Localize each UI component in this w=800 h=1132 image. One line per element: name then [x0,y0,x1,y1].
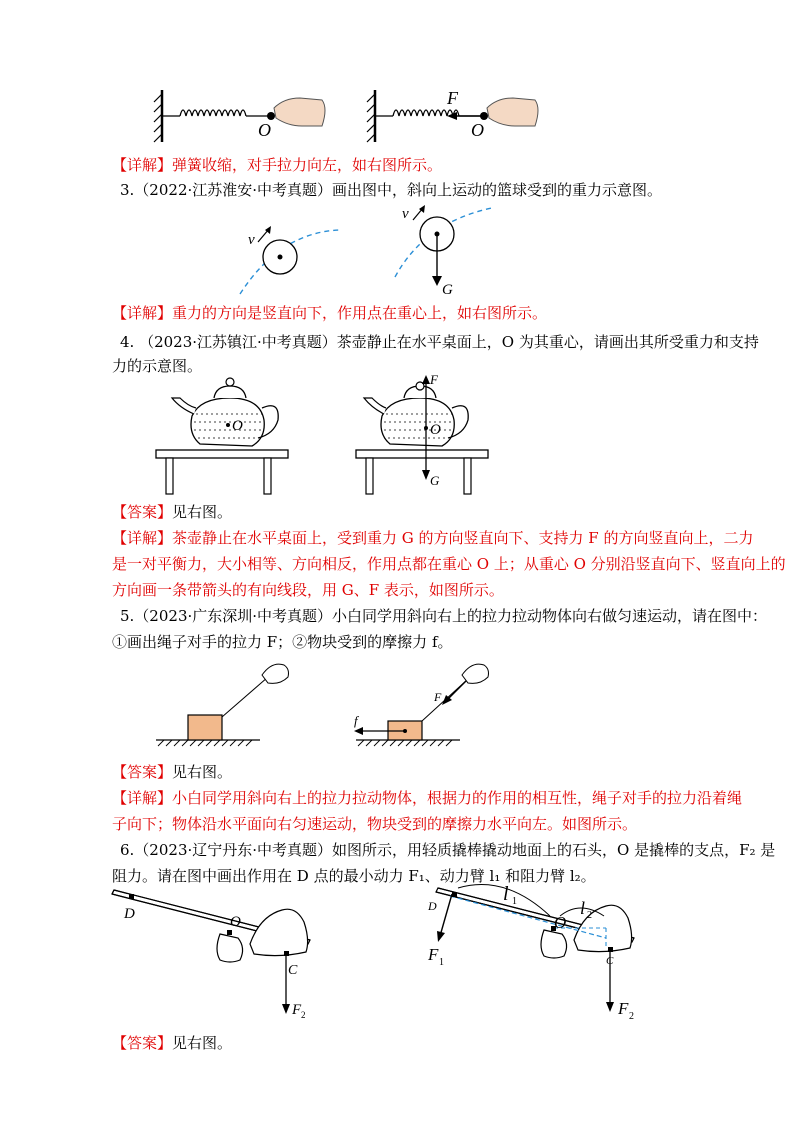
q2-detail [112,155,442,175]
q4-answer [112,502,232,522]
detail-tag: 【详解】 [112,529,173,547]
label-F: F [430,372,438,387]
label-F2-sub: 2 [629,1011,634,1022]
q6-stem-line1: 6.（2023·辽宁丹东·中考真题）如图所示，用轻质撬棒撬动地面上的石头，O 是撬棒的支点，F₂ 是 [120,841,776,859]
q4-detail-line3: 方向画一条带箭头的有向线段，用 G、F 表示，如图所示。 [112,581,504,599]
spring-figure-left [154,90,325,142]
label-O: O [554,913,567,932]
q3-detail [112,303,547,323]
answer-tag: 【答案】 [112,763,173,781]
q4-detail-line1 [112,528,753,548]
label-F2-sub: 2 [301,1010,306,1020]
label-f: f [354,713,358,728]
q6-answer [112,1033,232,1053]
detail-text: 弹簧收缩，对手拉力向左，如右图所示。 [172,156,443,174]
q4-stem-line1: 4. （2023·江苏镇江·中考真题）茶壶静止在水平桌面上，O 为其重心，请画出其所受重力和支持 [120,333,759,351]
basketball-figures [230,202,570,302]
label-D: D [124,906,135,922]
label-O-left: O [258,120,271,140]
answer-text: 见右图。 [172,1034,233,1052]
label-D: D [428,899,437,913]
detail-text: 茶壶静止在水平桌面上，受到重力 G 的方向竖直向下、支持力 F 的方向竖直向上，二力 [172,529,754,547]
q6-stem-line2: 阻力。请在图中画出作用在 D 点的最小动力 F₁、动力臂 l₁ 和阻力臂 l₂。 [112,867,596,885]
label-G: G [430,473,440,488]
label-F: F [447,88,458,108]
detail-tag: 【详解】 [112,156,173,174]
label-C: C [606,955,614,967]
teapot-right [356,372,488,494]
detail-text: 小白同学用斜向右上的拉力拉动物体，根据力的作用的相互性，绳子对手的拉力沿着绳 [172,789,743,807]
label-G: G [442,282,453,298]
basketball-right [395,205,492,298]
teapot-left [156,378,288,494]
teapot-figures [150,372,490,498]
q4-detail-line2: 是一对平衡力，大小相等、方向相反，作用点都在重心 O 上；从重心 O 分别沿竖直向下、竖直向上的 [112,555,786,573]
label-l1: l [503,883,509,905]
label-F1: F [428,945,439,964]
label-O-right: O [471,120,484,140]
label-O: O [230,914,241,930]
q5-stem-line1: 5.（2023·广东深圳·中考真题）小白同学用斜向右上的拉力拉动物体向右做匀速运动，请在图中： [120,607,768,625]
label-O-left: O [232,418,243,434]
block-left [156,664,289,746]
detail-tag: 【详解】 [112,304,173,322]
answer-text: 见右图。 [172,763,233,781]
block-right [354,664,489,746]
detail-tag: 【详解】 [112,789,173,807]
label-C: C [288,963,298,978]
q3-stem: 3.（2022·江苏淮安·中考真题）画出图中，斜向上运动的篮球受到的重力示意图。 [120,181,663,199]
q5-answer [112,762,232,782]
block-figures [150,655,520,750]
q5-detail-line1 [112,788,742,808]
label-v-left: v [248,232,255,248]
label-F2: F [292,1002,302,1018]
lever-figures [110,880,670,1030]
lever-left [112,890,310,1020]
spring-figures [150,86,550,146]
answer-tag: 【答案】 [112,1034,173,1052]
lever-right [427,883,634,1022]
detail-text: 重力的方向是竖直向下，作用点在重心上，如右图所示。 [172,304,548,322]
label-l1-sub: 1 [512,896,517,907]
label-F1-sub: 1 [439,957,444,968]
spring-figure-right [367,88,538,142]
label-F: F [434,690,442,704]
q4-stem-line2: 力的示意图。 [112,357,203,375]
label-v-right: v [402,206,409,222]
label-O-right: O [430,422,441,438]
q5-stem-line2: ①画出绳子对手的拉力 F；②物块受到的摩擦力 f。 [112,633,453,651]
label-l2-sub: 2 [587,910,592,921]
basketball-left [240,226,340,294]
q5-detail-line2: 子向下；物体沿水平面向右匀速运动，物块受到的摩擦力水平向左。如图所示。 [112,815,638,833]
label-F2: F [618,999,629,1018]
answer-text: 见右图。 [172,503,233,521]
label-l2: l [580,898,586,918]
answer-tag: 【答案】 [112,503,173,521]
